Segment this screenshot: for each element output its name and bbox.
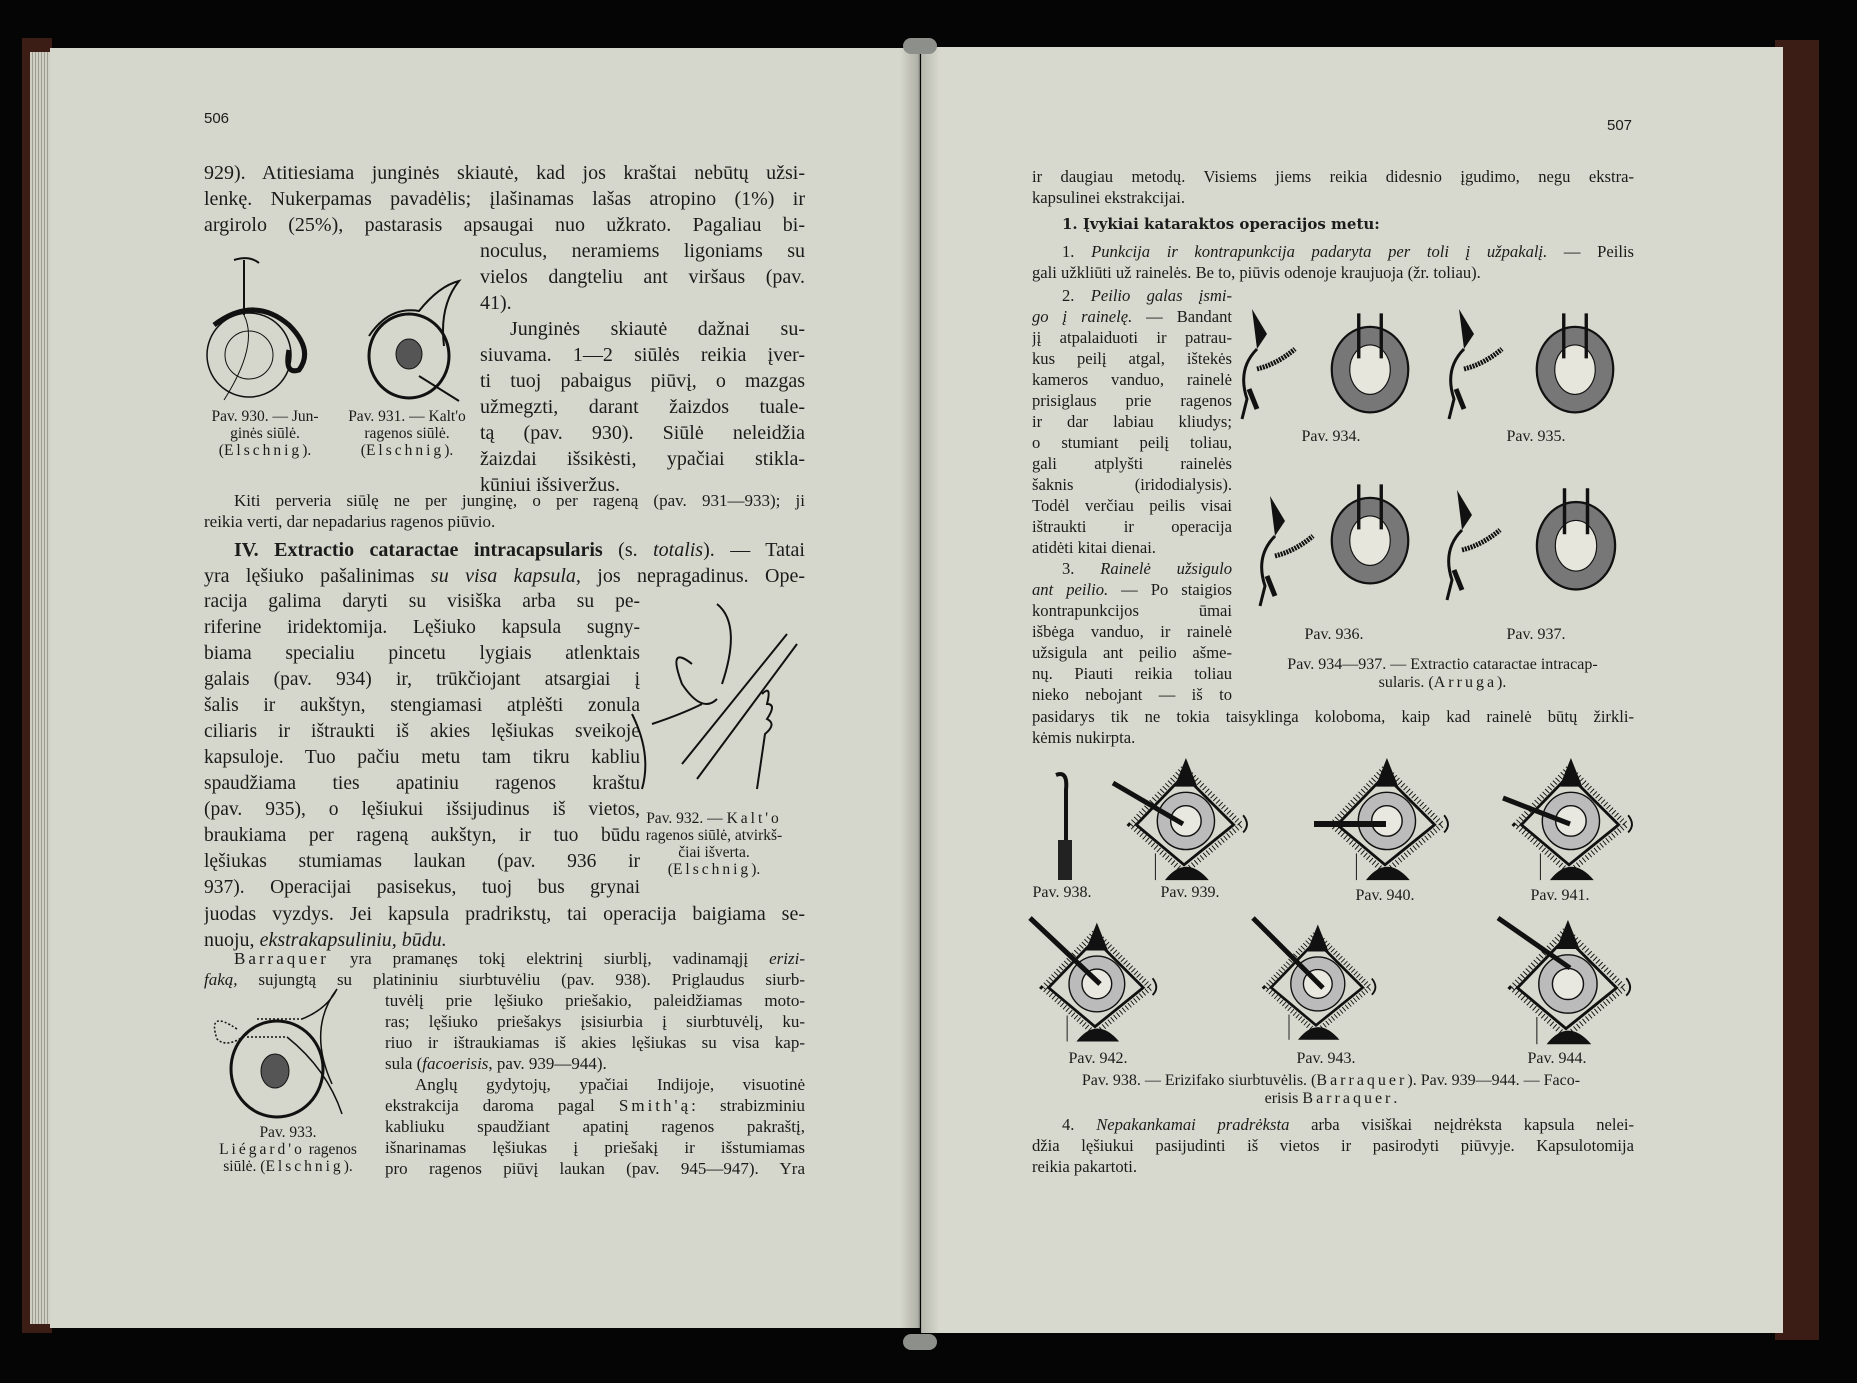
figure-944-eye: [1498, 918, 1634, 1048]
text-line: [1032, 579, 1232, 600]
text-line: [198, 442, 332, 459]
text-line: [204, 969, 805, 990]
paragraph: [204, 589, 640, 901]
text-line: 937). Operacijai pasisekus, tuoj bus grynai: [204, 877, 640, 898]
figure-938-suction-tip: [1048, 770, 1078, 882]
text-span: Pav. 932. —: [646, 810, 727, 827]
figure-935-forceps: [1444, 302, 1504, 426]
text-line: [1028, 1072, 1634, 1090]
binding-ring-top: [903, 38, 937, 54]
section-heading-iv: [204, 537, 805, 589]
text-span: — Bandant: [1132, 307, 1232, 326]
text-line: užsigula ant peilio ašme-: [1032, 643, 1232, 662]
text-line: [1032, 241, 1634, 262]
figure-940-label: Pav. 940.: [1355, 887, 1415, 904]
figure-940-eye: [1314, 758, 1456, 882]
text-line: [200, 1158, 376, 1175]
text-line: galais (pav. 934) ir, trūkčiojant atsargiai į: [204, 669, 640, 690]
text-line: ti tuoj pabaigus piūvį, o mazgas: [480, 370, 805, 392]
text-span: arba visiškai neįdrėksta kapsula nelei-: [1289, 1115, 1634, 1134]
text-line: išnarinamas lęšiukas į priešakį ir išstumiamas: [385, 1138, 805, 1157]
figure-936-lens-ring: [1325, 470, 1415, 600]
text-line: atidėti kitai dienai.: [1032, 538, 1156, 557]
page-number-right: 507: [1607, 117, 1633, 134]
text-span: su visa kapsula,: [430, 565, 581, 587]
text-line: kontrapunkcijos ūmai: [1032, 601, 1232, 620]
text-line: o stumiant peilį toliau,: [1032, 433, 1232, 452]
figure-942-eye: [1030, 918, 1160, 1048]
text-span: Elschnig: [365, 442, 445, 459]
text-line: kapsuloje. Tuo pačiu metu tam tikru kabliu: [204, 747, 640, 768]
text-span: Barraquer: [234, 949, 329, 968]
text-span: Kalt'o: [726, 810, 782, 827]
text-span: 3.: [1062, 559, 1101, 578]
text-span: facoerisis: [422, 1054, 489, 1073]
text-span: Pav. 938. — Erizifako siurbtuvėlis. (: [1081, 1072, 1317, 1089]
text-span: ekstrakapsuliniu, būdu.: [259, 929, 447, 951]
paragraph: [1032, 166, 1634, 208]
text-span: — Po staigios: [1108, 580, 1232, 599]
text-line: [1028, 1090, 1634, 1108]
text-line: nų. Piauti reikia toliau: [1032, 664, 1232, 683]
figure-939-eye: [1113, 758, 1255, 882]
figure-936-forceps: [1255, 480, 1315, 622]
paragraph: [204, 901, 805, 953]
text-span: erisis: [1264, 1090, 1303, 1107]
text-line: [204, 948, 805, 969]
text-line: lenkę. Nukerpamas pavadėlis; įlašinamas lašas atropino (1%) ir: [204, 188, 805, 210]
text-span: (: [667, 861, 673, 878]
text-span: Elschnig: [223, 442, 303, 459]
text-line: gali atplyšti rainelės: [1032, 454, 1232, 473]
text-line: Pav. 930. — Jun-: [211, 408, 319, 425]
paragraph: [480, 238, 805, 316]
text-line: čiai išverta.: [678, 844, 750, 861]
text-line: lęšiukas stumiamas laukan (pav. 936 ir: [204, 851, 640, 872]
text-span: ). Pav. 939—944. — Faco-: [1407, 1072, 1581, 1089]
text-line: jį atpalaiduoti ir patrau-: [1032, 328, 1232, 347]
text-span: : strabizminiu: [691, 1096, 805, 1115]
figure-931-caption: [337, 408, 477, 459]
page-edges: [30, 52, 52, 1324]
text-line: Junginės skiautė dažnai su-: [510, 318, 805, 340]
text-line: [1032, 1114, 1634, 1135]
figure-938-label: Pav. 938.: [1032, 884, 1092, 901]
text-span: Nepakankamai pradrėksta: [1096, 1115, 1290, 1134]
text-span: IV. Extractio cataractae intracapsularis: [234, 539, 603, 561]
text-span: Peilio galas įsmi-: [1090, 286, 1232, 305]
text-span: Liégard'o: [219, 1141, 305, 1158]
subsection-heading: [1032, 215, 1634, 233]
text-line: Pav. 933.: [259, 1124, 317, 1141]
text-line: ištraukti ir operacija: [1032, 517, 1232, 536]
text-span: jos nepragadinus. Ope-: [580, 565, 805, 587]
text-line: užmegzti, darant žaizdos tuale-: [480, 396, 805, 418]
binding-ring-bottom: [903, 1334, 937, 1350]
text-line: [385, 1053, 805, 1074]
figure-937-label: Pav. 937.: [1506, 626, 1566, 643]
text-span: Elschnig: [265, 1158, 344, 1175]
text-span: Smith'ą: [618, 1096, 692, 1115]
figure-930-caption: [198, 408, 332, 459]
text-span: Elschnig: [672, 861, 752, 878]
text-line: išbėga vanduo, ir rainelė: [1032, 622, 1232, 641]
text-span: Arruga: [1433, 674, 1498, 691]
text-line: pasidarys tik ne tokia taisyklinga koloboma, kaip kad rainelė būtų žirkli-: [1032, 707, 1634, 726]
text-line: ciliaris ir ištraukti iš akies lęšiukas sveikoje: [204, 721, 640, 742]
text-span: Barraquer: [1316, 1072, 1408, 1089]
text-line: argirolo (25%), pastarasis apsaugai nuo užkrato. Pagaliau bi-: [204, 214, 805, 236]
text-span: 1.: [1062, 242, 1092, 261]
text-span: ).: [444, 442, 454, 459]
text-line: kus peilį atgal, ištekės: [1032, 349, 1232, 368]
text-span: .: [1393, 1090, 1398, 1107]
text-line: (pav. 935), o lęšiukui išsijudinus iš vietos,: [204, 799, 640, 820]
text-line: kūniui išsiveržus.: [480, 474, 620, 496]
text-line: [1032, 306, 1232, 327]
text-line: ragenos siūlė.: [364, 425, 450, 442]
figure-943-eye: [1253, 918, 1379, 1048]
figure-934-forceps: [1237, 302, 1297, 426]
text-line: Kiti perveria siūlę ne per junginę, o per rageną (pav. 931—933); ji: [234, 491, 805, 510]
figure-934-lens-ring: [1325, 308, 1415, 420]
figure-935-label: Pav. 935.: [1506, 428, 1566, 445]
text-line: [200, 1141, 376, 1158]
figure-941-eye: [1498, 758, 1640, 882]
figure-930-conjunctival-suture: [204, 255, 324, 405]
text-span: 4.: [1062, 1115, 1097, 1134]
text-line: ir dar labiau kliudys;: [1032, 412, 1232, 431]
text-span: faką,: [204, 970, 238, 989]
text-span: ).: [302, 442, 312, 459]
paragraph: [1032, 1114, 1634, 1177]
figure-932-inverted-corneal-suture: [622, 604, 805, 804]
text-span: Barraquer: [1302, 1090, 1394, 1107]
text-span: ).: [751, 861, 761, 878]
text-line: [385, 1095, 805, 1116]
text-line: biama specialiu pincetu lygiais atlenktais: [204, 643, 640, 664]
figure-935-lens-ring: [1530, 308, 1620, 420]
text-line: kėmis nukirpta.: [1032, 728, 1136, 747]
text-span: Rainelė užsigulo: [1100, 559, 1232, 578]
paragraph: [385, 990, 805, 1074]
text-line: ragenos siūlė, atvirkš-: [645, 827, 783, 844]
text-span: ant peilio.: [1032, 580, 1109, 599]
text-span: siūlė. (: [223, 1158, 266, 1175]
text-span: ragenos: [304, 1141, 357, 1158]
figure-943-label: Pav. 943.: [1296, 1050, 1356, 1067]
text-span: go į rainelę.: [1032, 307, 1133, 326]
text-line: reikia verti, dar nepadarius ragenos piūvio.: [204, 512, 496, 531]
text-span: ekstrakcija daroma pagal: [385, 1096, 619, 1115]
figure-941-label: Pav. 941.: [1530, 887, 1590, 904]
paragraph: [204, 160, 805, 238]
figure-934-label: Pav. 934.: [1301, 428, 1361, 445]
text-line: Todėl verčiau peilis visai: [1032, 496, 1232, 515]
text-line: [204, 537, 805, 563]
text-line: Anglų gydytojų, ypačiai Indijoje, visuotinė: [415, 1075, 805, 1094]
figure-932-caption: [620, 810, 808, 878]
text-line: žaizdai išsikėsti, ypačiai stikla-: [480, 448, 805, 470]
paragraph: [1032, 706, 1634, 748]
figure-937-lens-ring: [1530, 470, 1622, 610]
text-line: juodas vyzdys. Jei kapsula pradrikstų, tai operacija baigiama se-: [204, 903, 805, 925]
figure-934-937-caption: [1251, 656, 1634, 692]
text-line: ir daugiau metodų. Visiems jiems reikia didesnio įgudimo, negu ekstra-: [1032, 167, 1634, 186]
text-span: yra lęšiuko pašalinimas: [204, 565, 431, 587]
figure-937-forceps: [1442, 470, 1502, 620]
paragraph: [480, 316, 805, 498]
text-line: ginės siūlė.: [230, 425, 300, 442]
figure-938-944-caption: [1028, 1072, 1634, 1108]
figure-931-corneal-suture: [349, 266, 474, 406]
text-line: gali užkliūti už rainelės. Be to, piūvis odenoje kraujuoja (žr. toliau).: [1032, 263, 1481, 282]
text-line: [204, 563, 805, 589]
text-line: tuvėlį prie lęšiuko priešakio, paleidžiamas moto-: [385, 991, 805, 1010]
text-line: [337, 442, 477, 459]
text-span: , pav. 939—944).: [488, 1054, 607, 1073]
text-span: yra pramanęs tokį elektrinį siurblį, vadinamąjį: [328, 949, 770, 968]
text-line: prisiglaus prie ragenos: [1032, 391, 1232, 410]
text-line: ras; lęšiuko priešakys įsisiurbia į siurbtuvėlį, ku-: [385, 1012, 805, 1031]
text-line: [1251, 674, 1634, 692]
figure-942-label: Pav. 942.: [1068, 1050, 1128, 1067]
paragraph: [204, 948, 805, 990]
paragraph: [385, 1074, 805, 1179]
text-line: noculus, neramiems ligoniams su: [480, 240, 805, 262]
text-line: kameros vanduo, rainelė: [1032, 370, 1232, 389]
page-number-left: 506: [204, 110, 230, 127]
text-span: (: [218, 442, 224, 459]
figure-933-caption: [200, 1124, 376, 1175]
text-span: — Peilis: [1547, 242, 1634, 261]
paragraph: [1032, 241, 1634, 283]
text-line: tą (pav. 930). Siūlė neleidžia: [480, 422, 805, 444]
text-span: sujungtą su platininiu siurbtuvėliu (pav. 938). Priglaudus siurb-: [237, 970, 805, 989]
text-span: nuoju,: [204, 929, 260, 951]
text-line: [1032, 285, 1232, 306]
text-span: ). — Tatai: [703, 539, 805, 561]
text-line: džia lęšiukui pasijudinti iš vietos ir pasirodyti piūvyje. Kapsulotomija: [1032, 1136, 1634, 1155]
text-line: vielos dangteliu ant viršaus (pav.: [480, 266, 805, 288]
text-span: (s.: [602, 539, 654, 561]
text-line: šalis ir aukštyn, stengiamasi atplėšti zonula: [204, 695, 640, 716]
text-line: [620, 861, 808, 878]
text-line: siuvama. 1—2 siūlės reikia įver-: [480, 344, 805, 366]
text-line: pro ragenos piūvį laukan (pav. 945—947). Yra: [385, 1159, 805, 1178]
text-span: ).: [1497, 674, 1507, 691]
figure-933-liegard-suture: [207, 989, 361, 1123]
paragraph: [1032, 558, 1232, 705]
text-line: kabliuku spaudžiant apatinį ragenos pakraštį,: [385, 1117, 805, 1136]
text-line: Pav. 931. — Kalt'o: [348, 408, 466, 425]
text-span: ).: [343, 1158, 353, 1175]
text-span: (: [360, 442, 366, 459]
text-line: šaknis (iridodialysis).: [1032, 475, 1232, 494]
figure-936-label: Pav. 936.: [1304, 626, 1364, 643]
text-line: 41).: [480, 292, 512, 314]
text-line: braukiama per rageną aukštyn, ir tuo būdu: [204, 825, 640, 846]
text-span: erizi-: [769, 949, 805, 968]
text-line: [1032, 558, 1232, 579]
text-line: Pav. 934—937. — Extractio cataractae intracap-: [1287, 656, 1598, 673]
text-line: spaudžiama ties apatiniu ragenos kraštu: [204, 773, 640, 794]
text-line: 1. Įvykiai kataraktos operacijos metu:: [1062, 215, 1380, 233]
paragraph: [204, 490, 805, 532]
text-line: racija galima daryti su visiška arba su pe-: [204, 591, 640, 612]
text-line: kapsulinei ekstrakcijai.: [1032, 188, 1185, 207]
text-line: nieko nebojant — iš to: [1032, 685, 1232, 704]
text-line: riferine iridektomija. Lęšiuko kapsula sugny-: [204, 617, 640, 638]
text-span: sularis. (: [1378, 674, 1434, 691]
paragraph: [1032, 285, 1232, 558]
text-span: Punkcija ir kontrapunkcija padaryta per toli į užpakalį.: [1091, 242, 1548, 261]
text-line: reikia pakartoti.: [1032, 1157, 1138, 1176]
text-line: 929). Atitiesiama junginės skiautė, kad jos kraštai nebūtų užsi-: [204, 162, 805, 184]
text-span: sula (: [385, 1054, 423, 1073]
text-span: 2.: [1062, 286, 1091, 305]
book-spine: [900, 47, 940, 1333]
text-line: [620, 810, 808, 827]
text-line: riuo ir ištraukiamas iš akies lęšiukas su visa kap-: [385, 1033, 805, 1052]
figure-939-label: Pav. 939.: [1160, 884, 1220, 901]
figure-944-label: Pav. 944.: [1527, 1050, 1587, 1067]
text-span: totalis: [653, 539, 704, 561]
